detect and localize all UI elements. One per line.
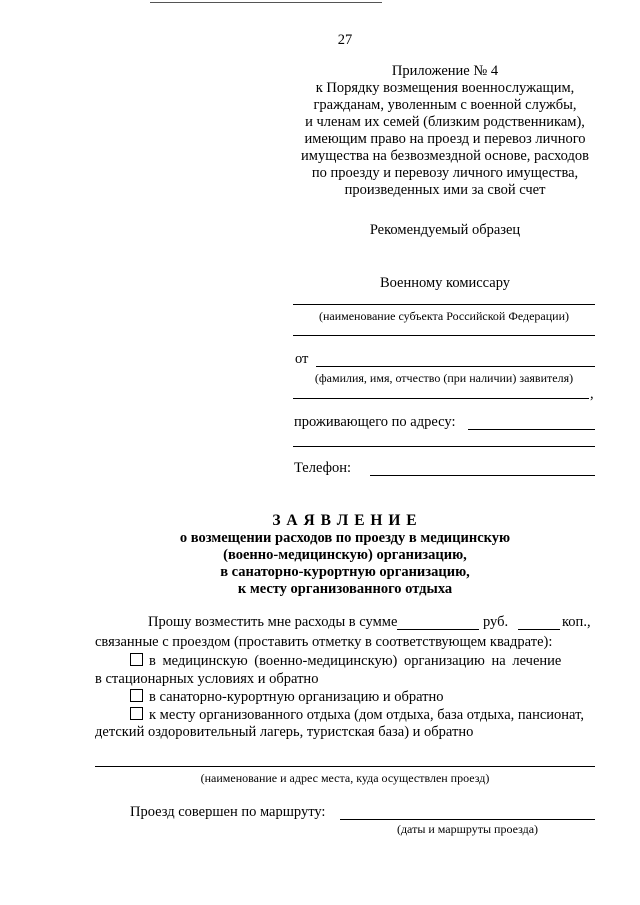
page-number: 27 [337,32,353,48]
checkbox-medical[interactable] [130,653,143,666]
checkbox-rest[interactable] [130,707,143,720]
option-medical[interactable] [130,653,595,670]
appendix-line: по проезду и перевозу личного имущества, [311,165,579,181]
option-rest-text: к месту организованного отдыха (дом отдыха, база отдыха, пансионат, [149,707,584,723]
name-line-2[interactable] [293,398,589,399]
kop-label: коп., [562,614,591,630]
name-hint: (фамилия, имя, отчество (при наличии) заявителя) [314,371,574,385]
subtitle-line: о возмещении расходов по проезду в медицинскую [179,530,511,546]
subject-line[interactable] [293,304,595,305]
route-hint: (даты и маршруты проезда) [396,822,539,836]
rub-label: руб. [483,614,509,630]
subject-hint: (наименование субъекта Российской Федерации) [318,309,570,323]
comma: , [590,386,594,402]
address-label: проживающего по адресу: [294,414,456,430]
appendix-block [270,63,620,199]
phone-line[interactable] [370,475,595,476]
appendix-line: произведенных ими за свой счет [344,182,546,198]
appendix-line: и членам их семей (близким родственникам), [305,114,585,130]
from-label: от [295,351,309,367]
travel-line: связанные с проездом (проставить отметку в соответствующем квадрате): [95,634,553,650]
option-sanatorium-text: в санаторно-курортную организацию и обратно [149,689,444,705]
option-medical-text: в медицинскую (военно-медицинскую) организацию на лечение [149,653,562,669]
sample-label: Рекомендуемый образец [369,222,521,238]
appendix-title: Приложение № 4 [391,63,499,79]
phone-label: Телефон: [294,460,352,476]
option-medical-cont: в стационарных условиях и обратно [95,671,319,687]
request-text: Прошу возместить мне расходы в сумме [148,614,398,630]
option-rest[interactable] [130,707,584,724]
appendix-line: гражданам, уволенным с военной службы, [313,97,577,113]
statement-subtitle [120,530,570,598]
route-line[interactable] [340,819,595,820]
top-border-line [150,2,382,3]
place-line[interactable] [95,766,595,767]
from-line[interactable] [316,366,595,367]
address-line-2[interactable] [293,446,595,447]
sum-rub-line[interactable] [397,629,479,630]
appendix-line: имущества на безвозмездной основе, расходов [301,148,589,164]
subtitle-line: к месту организованного отдыха [237,581,453,597]
statement-title: З А Я В Л Е Н И Е [272,512,418,529]
subtitle-line: в санаторно-курортную организацию, [220,564,470,580]
addressee-to: Военному комиссару [379,275,511,291]
address-line[interactable] [468,429,595,430]
appendix-line: имеющим право на проезд и перевоз личного [304,131,586,147]
checkbox-sanatorium[interactable] [130,689,143,702]
option-rest-cont: детский оздоровительный лагерь, туристская база) и обратно [95,724,474,740]
sum-kop-line[interactable] [518,629,560,630]
subtitle-line: (военно-медицинскую) организацию, [223,547,467,563]
route-label: Проезд совершен по маршруту: [130,804,326,820]
place-hint: (наименование и адрес места, куда осуществлен проезд) [200,771,490,785]
subject-line-2[interactable] [293,335,595,336]
option-sanatorium[interactable] [130,689,444,706]
appendix-line: к Порядку возмещения военнослужащим, [315,80,575,96]
